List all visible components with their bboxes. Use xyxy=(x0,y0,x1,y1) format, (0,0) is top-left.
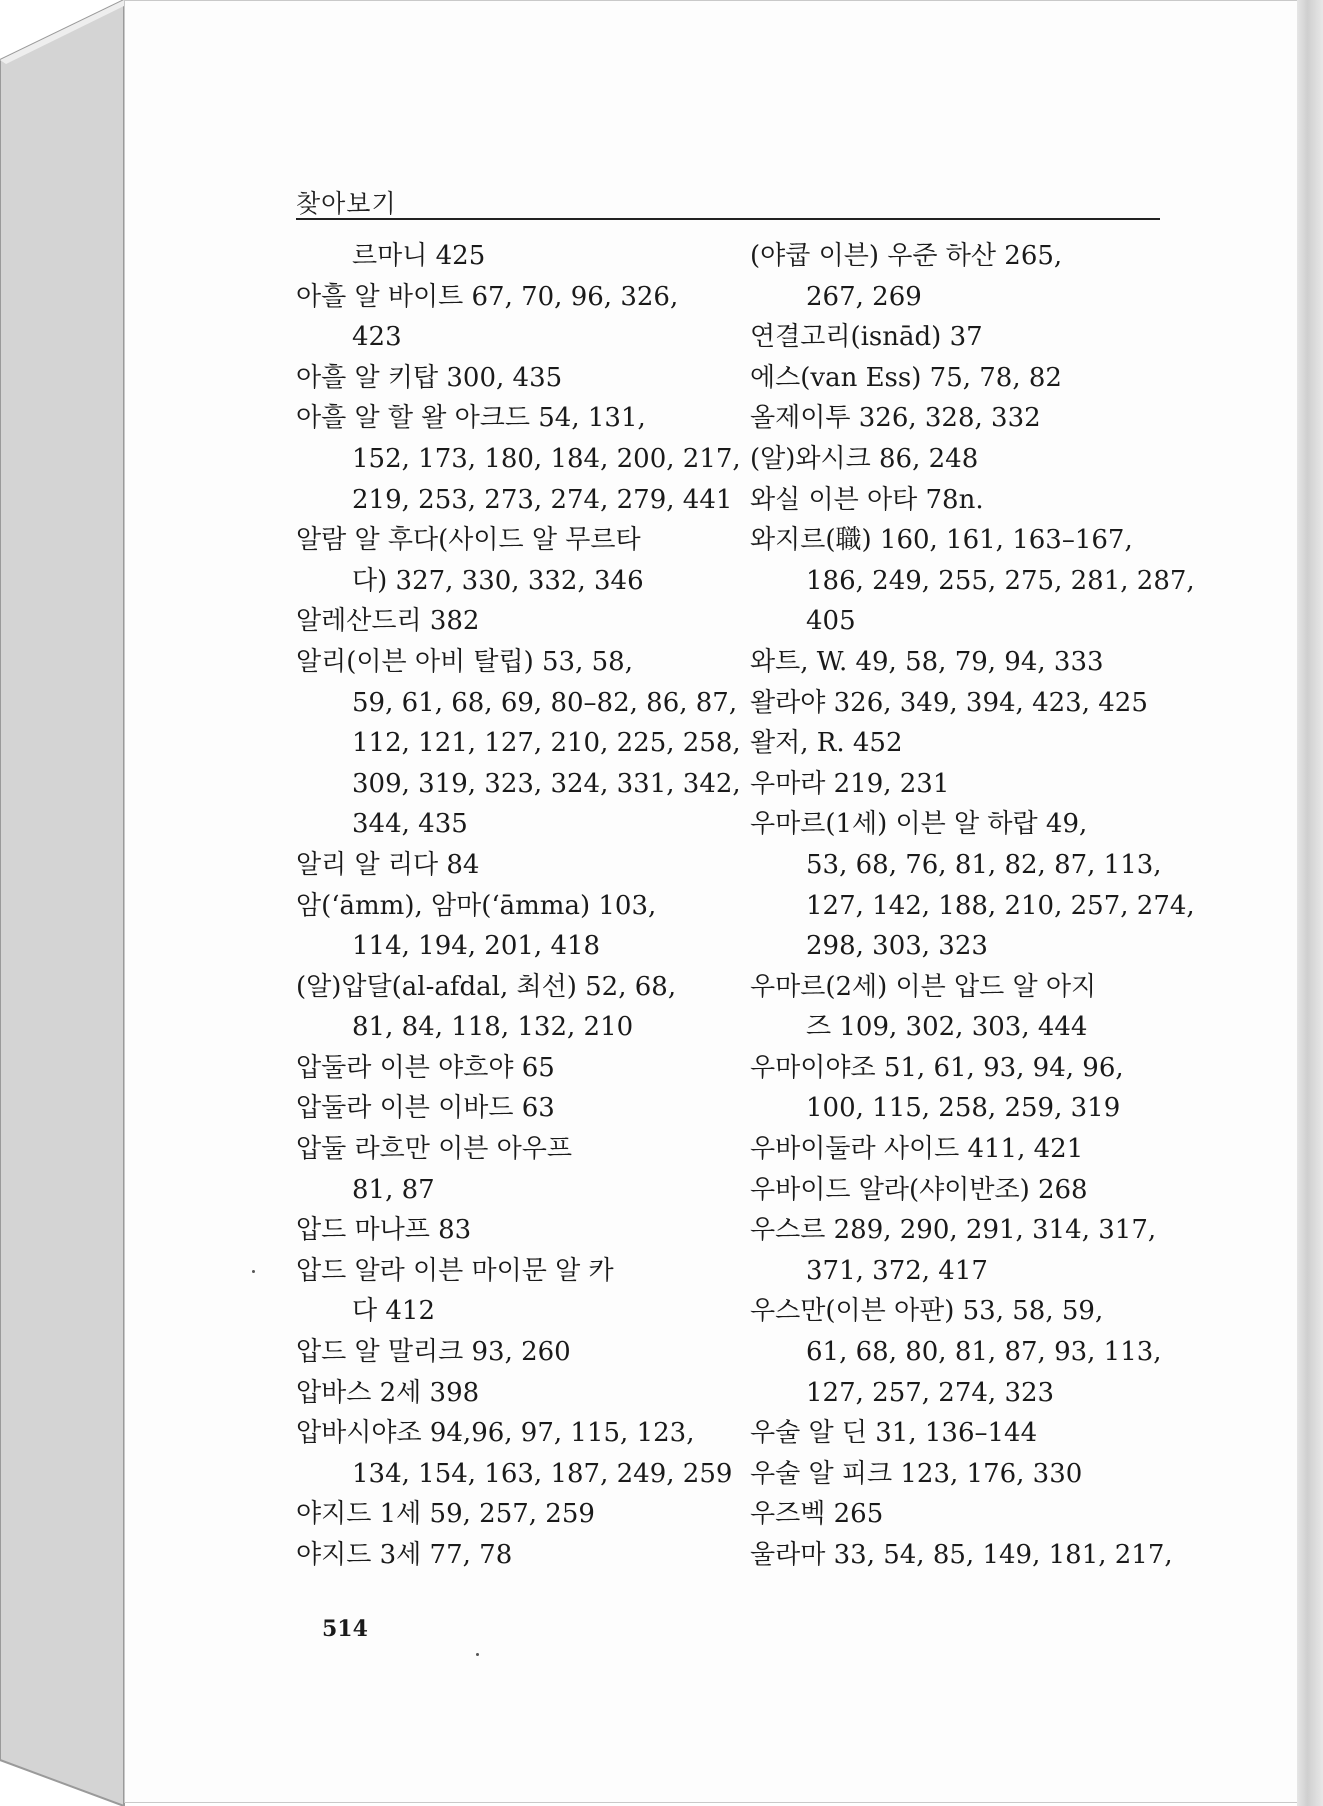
index-entry-continuation: 219, 253, 273, 274, 279, 441 xyxy=(352,484,733,515)
index-entry-continuation: 81, 84, 118, 132, 210 xyxy=(352,1012,634,1043)
index-entry: (알)압달(al-afdal, 최선) 52, 68, xyxy=(296,971,677,1002)
index-entry-continuation: 267, 269 xyxy=(806,281,922,312)
index-entry-continuation: 61, 68, 80, 81, 87, 93, 113, xyxy=(806,1337,1162,1368)
index-entry: 우마이야조 51, 61, 93, 94, 96, xyxy=(750,1052,1124,1083)
index-entry-continuation: 다) 327, 330, 332, 346 xyxy=(352,565,644,596)
index-entry-continuation: 100, 115, 258, 259, 319 xyxy=(806,1093,1121,1124)
book-spine-edge xyxy=(0,0,130,1806)
index-entry: 와트, W. 49, 58, 79, 94, 333 xyxy=(750,646,1104,677)
index-entry: 알리 알 리다 84 xyxy=(296,849,480,880)
index-entry-continuation: 127, 142, 188, 210, 257, 274, xyxy=(806,890,1195,921)
index-entry-continuation: 다 412 xyxy=(352,1296,436,1327)
scan-speck xyxy=(476,1653,479,1656)
index-entry-continuation: 59, 61, 68, 69, 80–82, 86, 87, xyxy=(352,687,738,718)
index-entry: 우마르(1세) 이븐 알 하랍 49, xyxy=(750,809,1088,840)
index-entry-continuation: 127, 257, 274, 323 xyxy=(806,1377,1055,1408)
index-entry: 아흘 알 할 왈 아크드 54, 131, xyxy=(296,403,646,434)
index-column-left xyxy=(296,236,741,1576)
index-entry-continuation: 112, 121, 127, 210, 225, 258, xyxy=(352,728,741,759)
index-entry: 와실 이븐 아타 78n. xyxy=(750,484,984,515)
index-entry: 연결고리(isnād) 37 xyxy=(750,322,983,353)
index-entry: 우스르 289, 290, 291, 314, 317, xyxy=(750,1215,1157,1246)
index-entry-continuation: 298, 303, 323 xyxy=(806,931,988,962)
index-entry-continuation: 152, 173, 180, 184, 200, 217, xyxy=(352,443,741,474)
index-entry: 압드 알 말리크 93, 260 xyxy=(296,1337,571,1368)
index-entry: 우술 알 딘 31, 136–144 xyxy=(750,1418,1038,1449)
index-entry-continuation: 53, 68, 76, 81, 82, 87, 113, xyxy=(806,849,1162,880)
index-entry-continuation: 371, 372, 417 xyxy=(806,1255,988,1286)
index-entry: 우바이드 알라(샤이반조) 268 xyxy=(750,1174,1088,1205)
index-entry: (알)와시크 86, 248 xyxy=(750,443,979,474)
index-entry-continuation: 405 xyxy=(806,606,856,637)
index-entry-continuation: 즈 109, 302, 303, 444 xyxy=(806,1012,1088,1043)
index-entry: 암(‘āmm), 암마(‘āmma) 103, xyxy=(296,890,657,921)
index-entry: 와지르(職) 160, 161, 163–167, xyxy=(750,525,1133,556)
index-entry: 압바스 2세 398 xyxy=(296,1377,480,1408)
index-entry: 올제이투 326, 328, 332 xyxy=(750,403,1041,434)
index-entry: 압드 알라 이븐 마이문 알 카 xyxy=(296,1255,614,1286)
index-entry: 야지드 3세 77, 78 xyxy=(296,1540,513,1570)
index-entry: 울라마 33, 54, 85, 149, 181, 217, xyxy=(750,1540,1173,1570)
index-entry-continuation: 186, 249, 255, 275, 281, 287, xyxy=(806,565,1195,596)
index-entry: 압둘라 이븐 야흐야 65 xyxy=(296,1052,555,1083)
index-entry: 에스(van Ess) 75, 78, 82 xyxy=(750,362,1062,393)
index-entry: 우바이둘라 사이드 411, 421 xyxy=(750,1134,1084,1165)
index-entry: 압둘라 이븐 이바드 63 xyxy=(296,1093,555,1124)
index-entry: 우스만(이븐 아판) 53, 58, 59, xyxy=(750,1296,1104,1327)
index-entry: 우술 알 피크 123, 176, 330 xyxy=(750,1458,1083,1489)
index-entry: 압드 마나프 83 xyxy=(296,1215,472,1246)
index-entry: 왈저, R. 452 xyxy=(750,728,903,759)
index-entry: 압바시야조 94,96, 97, 115, 123, xyxy=(296,1418,695,1449)
index-entry: 야지드 1세 59, 257, 259 xyxy=(296,1499,595,1530)
index-entry: 우마르(2세) 이븐 압드 알 아지 xyxy=(750,971,1097,1002)
index-entry-continuation: 344, 435 xyxy=(352,809,468,840)
index-column-right xyxy=(750,236,1195,1576)
index-entry-continuation: 81, 87 xyxy=(352,1174,435,1205)
index-entry: 왈라야 326, 349, 394, 423, 425 xyxy=(750,687,1148,718)
index-entry: 알람 알 후다(사이드 알 무르타 xyxy=(296,525,641,556)
index-entry-continuation: 르마니 425 xyxy=(352,241,486,271)
index-entry-continuation: 423 xyxy=(352,322,402,353)
index-entry-continuation: 114, 194, 201, 418 xyxy=(352,931,601,962)
page-edge-shadow xyxy=(1297,0,1323,1806)
scan-speck xyxy=(252,1270,255,1273)
index-entry: (야쿱 이븐) 우준 하산 265, xyxy=(750,241,1063,271)
index-entry: 아흘 알 키탑 300, 435 xyxy=(296,362,563,393)
index-entry: 알레산드리 382 xyxy=(296,606,480,637)
index-entry: 알리(이븐 아비 탈립) 53, 58, xyxy=(296,646,633,677)
header-rule xyxy=(296,218,1160,220)
index-entry: 아흘 알 바이트 67, 70, 96, 326, xyxy=(296,281,679,312)
page-number: 514 xyxy=(322,1616,368,1642)
index-entry-continuation: 309, 319, 323, 324, 331, 342, xyxy=(352,768,741,799)
index-entry: 압둘 라흐만 이븐 아우프 xyxy=(296,1134,572,1165)
index-entry: 우마라 219, 231 xyxy=(750,768,950,799)
index-entry-continuation: 134, 154, 163, 187, 249, 259 xyxy=(352,1458,733,1489)
running-head: 찾아보기 xyxy=(296,189,397,218)
index-entry: 우즈벡 265 xyxy=(750,1499,884,1530)
